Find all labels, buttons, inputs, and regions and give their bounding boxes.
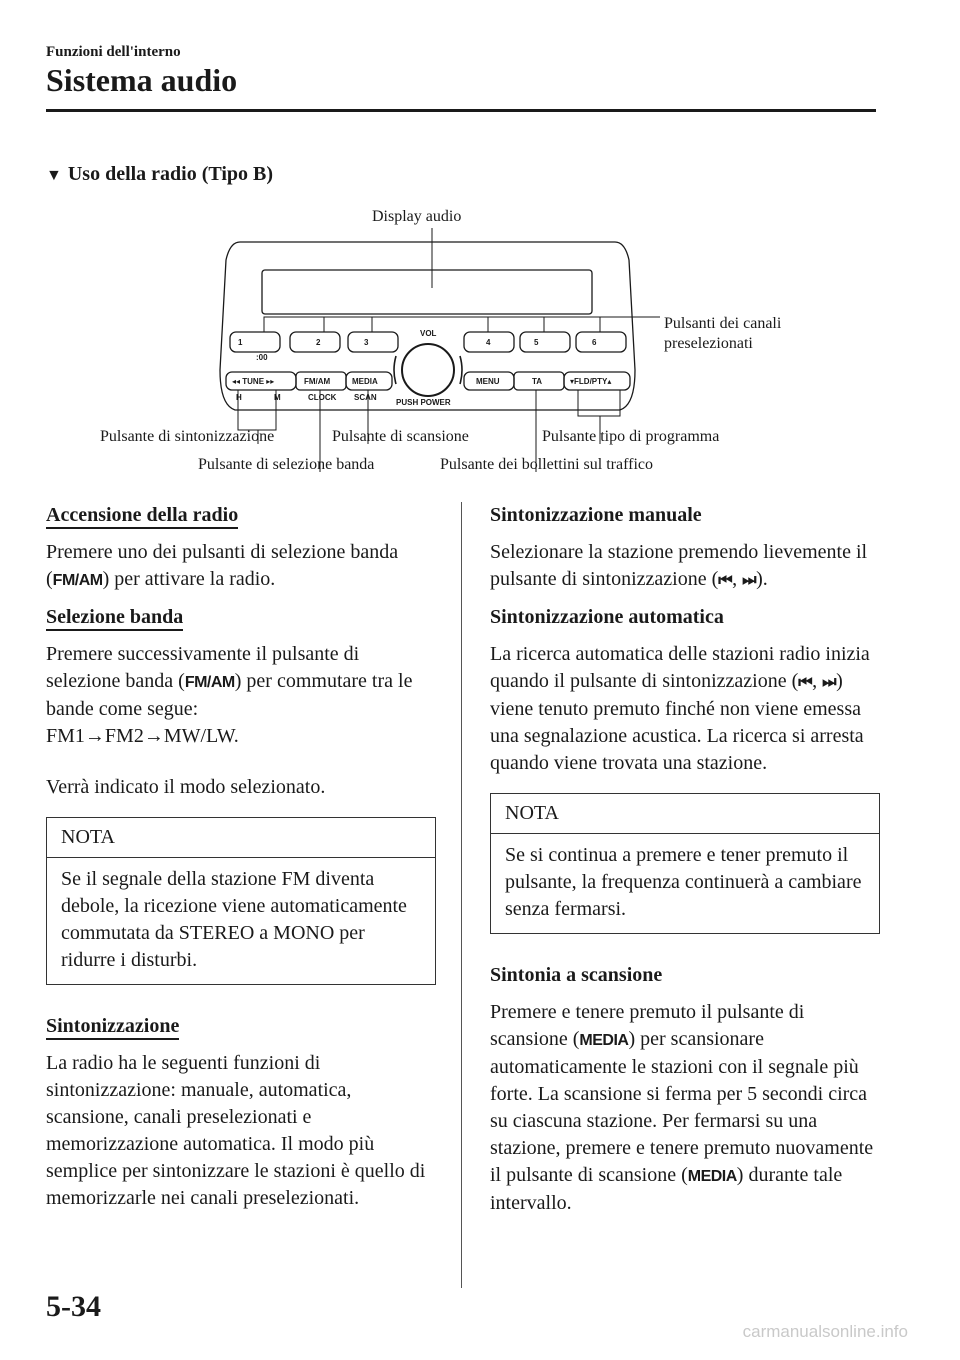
radio-display-window: [262, 270, 592, 314]
para-auto-tuning: La ricerca automatica delle stazioni radio inizia quando il pulsante di sintonizzazione (⏮, ⏭) viene tenuto premuto finché non viene emessa una segnalazione acustica. La ricerca si arresta quando viene trovata una stazione.: [490, 643, 870, 774]
nota-box-left: [46, 817, 436, 985]
fm-am-label: FM/AM: [304, 377, 331, 386]
header-category: Funzioni dell'interno: [46, 44, 181, 60]
preset-5-label: 5: [534, 338, 539, 347]
ta-label: TA: [532, 377, 543, 386]
preset-6-label: 6: [592, 338, 597, 347]
nota-body-right: Se si continua a premere e tener premuto il pulsante, la frequenza continuerà a cambiare senza fermarsi.: [505, 844, 862, 920]
volume-knob: [402, 344, 454, 396]
h-label: H: [236, 393, 242, 402]
nota-title-left: NOTA: [47, 818, 435, 858]
media-tag: MEDIA: [579, 1032, 629, 1049]
para-manual-tuning: Selezionare la stazione premendo lievemente il pulsante di sintonizzazione (⏮, ⏭).: [490, 541, 868, 590]
fm-am-tag-2: FM/AM: [184, 674, 235, 691]
seek-back-icon: ⏮: [718, 572, 733, 589]
nota-title-right: NOTA: [491, 794, 879, 834]
label-band-button: Pulsante di selezione banda: [198, 456, 375, 473]
subheading-scan-tuning: Sintonia a scansione: [490, 964, 663, 986]
seek-forward-icon-2: ⏭: [822, 674, 837, 691]
label-scan-button: Pulsante di scansione: [332, 428, 469, 445]
radio-figure: [90, 200, 790, 490]
clock-label: CLOCK: [308, 393, 337, 402]
label-preset-line2: preselezionati: [664, 335, 753, 352]
push-power-label: PUSH POWER: [396, 398, 451, 407]
page-number: 5-34: [46, 1290, 101, 1323]
m-label: M: [274, 393, 281, 402]
section-marker-icon: ▼: [46, 167, 62, 184]
seek-forward-icon: ⏭: [742, 572, 757, 589]
left-column: [46, 502, 436, 1222]
nota-body-left: Se il segnale della stazione FM diventa debole, la ricezione viene automaticamente commutata da STEREO a MONO per ridurre i disturbi.: [61, 868, 407, 971]
nota-box-right: [490, 793, 880, 934]
subheading-band-select: Selezione banda: [46, 605, 183, 631]
menu-label: MENU: [476, 377, 500, 386]
fm-am-tag: FM/AM: [52, 572, 103, 589]
para-radio-on: Premere uno dei pulsanti di selezione banda (FM/AM) per attivare la radio.: [46, 541, 399, 590]
section-title-text: Uso della radio (Tipo B): [67, 163, 274, 185]
subheading-tuning: Sintonizzazione: [46, 1014, 179, 1040]
label-preset-line1: Pulsanti dei canali: [664, 315, 782, 332]
header-rule: [46, 109, 876, 112]
band-sequence: FM1→FM2→MW/LW.: [46, 725, 239, 747]
label-traffic-button: Pulsante dei bollettini sul traffico: [440, 456, 653, 473]
subheading-radio-on: Accensione della radio: [46, 503, 238, 529]
seek-back-icon-2: ⏮: [798, 674, 813, 691]
label-tuning-button: Pulsante di sintonizzazione: [100, 428, 275, 445]
right-column: [490, 502, 880, 1227]
para-band-select: Premere successivamente il pulsante di selezione banda (FM/AM) per commutare tra le bande come segue:: [46, 643, 413, 720]
fld-pty-label: ▾FLD/PTY▴: [570, 377, 612, 386]
subheading-manual-tuning: Sintonizzazione manuale: [490, 504, 702, 526]
section-title: [46, 163, 273, 186]
vol-label: VOL: [420, 329, 437, 338]
para-scan-tuning: Premere e tenere premuto il pulsante di scansione (MEDIA) per scansionare automaticamente le stazioni con il segnale più forte. La scansione si ferma per 5 secondi circa su ciascuna stazione. Per fermarsi su una stazione, premere e tenere premuto nuovamente il pulsante di scansione (MEDIA) durante tale intervallo.: [490, 1001, 874, 1214]
preset-4-label: 4: [486, 338, 491, 347]
media-tag-2: MEDIA: [687, 1168, 737, 1185]
para-mode-indicated: Verrà indicato il modo selezionato.: [46, 776, 326, 798]
watermark: carmanualsonline.info: [742, 1322, 908, 1341]
label-display-audio: Display audio: [372, 208, 462, 225]
preset-2-label: 2: [316, 338, 321, 347]
para-tuning: La radio ha le seguenti funzioni di sintonizzazione: manuale, automatica, scansione, canali preselezionati e memorizzazione automatica. Il modo più semplice per sintonizzare le stazioni è quello di memorizzarle nei canali preselezionati.: [46, 1052, 426, 1209]
preset-1-label: 1: [238, 338, 243, 347]
clock-sub-label: :00: [256, 353, 268, 362]
media-label: MEDIA: [352, 377, 378, 386]
column-divider: [461, 502, 462, 1288]
subheading-auto-tuning: Sintonizzazione automatica: [490, 606, 724, 628]
scan-label: SCAN: [354, 393, 377, 402]
tune-label: ◂◂ TUNE ▸▸: [232, 377, 275, 386]
preset-3-label: 3: [364, 338, 369, 347]
label-program-type-button: Pulsante tipo di programma: [542, 428, 720, 445]
page-title: Sistema audio: [46, 62, 238, 98]
